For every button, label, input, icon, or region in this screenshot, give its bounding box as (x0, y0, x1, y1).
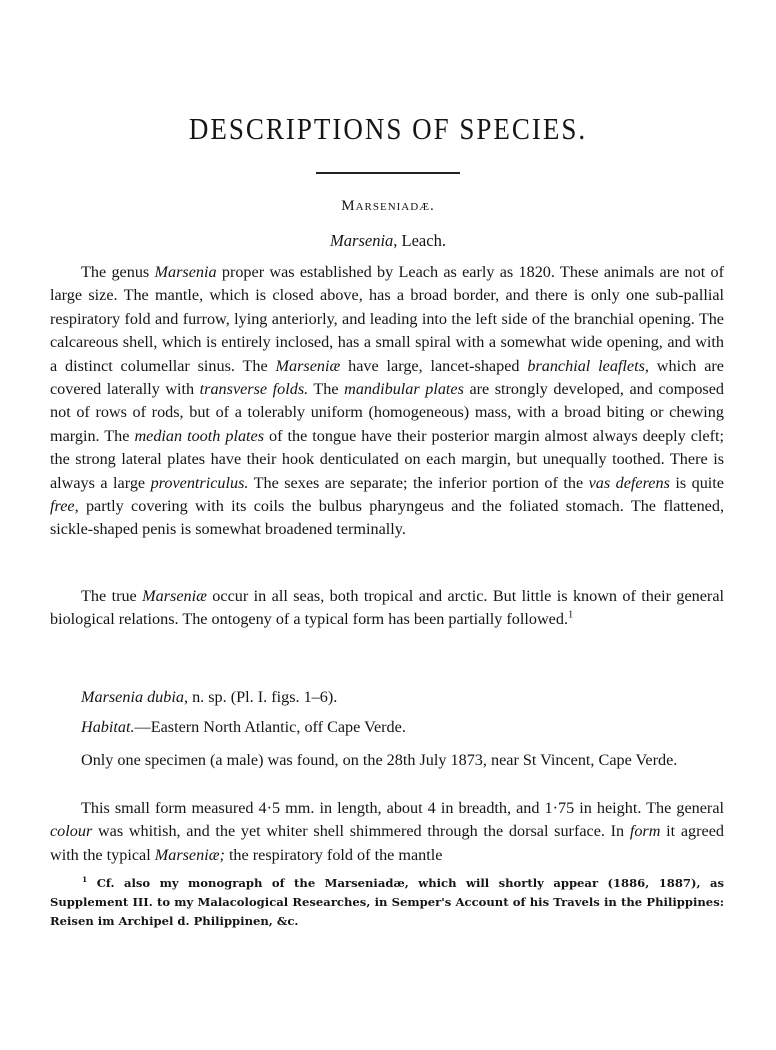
species-name: Marsenia dubia (81, 688, 184, 706)
specimen-paragraph: Only one specimen (a male) was found, on the 28th July 1873, near St Vincent, Cape Verde. (81, 751, 678, 769)
page-title: DESCRIPTIONS OF SPECIES. (188, 112, 588, 146)
footnote-mark: 1 (82, 875, 88, 885)
footnote (50, 874, 724, 931)
habitat-label: Habitat. (81, 718, 135, 736)
genus-heading (0, 231, 776, 251)
description-paragraph: This small form measured 4·5 mm. in length, about 4 in breadth, and 1·75 in height. The general colour was whitish, and the yet whiter shell shimmered through the dorsal surface. In form it agreed with the typical Marseniæ; the respiratory fold of the mantle (50, 799, 724, 864)
distribution-paragraph: The true Marseniæ occur in all seas, both tropical and arctic. But little is known of their general biological relations. The ontogeny of a typical form has been partially followed.$^1$ (50, 587, 724, 629)
footnote-reference[interactable]: 1 (568, 610, 574, 622)
genus-description-paragraph: The genus Marsenia proper was established by Leach as early as 1820. These animals are not of large size. The mantle, which is closed above, has a broad border, and there is only one sub-pallial respiratory fold and furrow, lying anteriorly, and leading into the left side of the branchial opening. The calcareous shell, which is entirely inclosed, has a small spiral with a somewhat wide opening, and with a distinct columellar sinus. The Marseniæ have large, lancet-shaped branchial leaflets, which are covered laterally with transverse folds. The mandibular plates are strongly developed, and composed not of rows of rods, but of a tolerably uniform (homogeneous) mass, with a broad biting or chewing margin. The median tooth plates of the tongue have their posterior margin almost always deeply cleft; the strong lateral plates have their hook denticulated on each margin, but unequally toothed. There is always a large proventriculus. The sexes are separate; the inferior portion of the vas deferens is quite free, partly covering with its coils the bulbus pharyngeus and the foliated stomach. The flattened, sickle-shaped penis is somewhat broadened terminally. (50, 263, 725, 539)
family-heading: Marseniadæ. (341, 198, 435, 214)
footnote-text: Cf. also my monograph of the Marseniadæ, which will shortly appear (1886, 1887), as Supplement III. to my Malacological Researches, in Semper's Account of his Travels in the Philippines: Reisen im Archipel d. Philippinen, &c. (50, 876, 724, 928)
genus-author: , Leach. (393, 231, 446, 250)
genus-name: Marsenia (330, 231, 394, 250)
habitat-line: Habitat.—Eastern North Atlantic, off Cape Verde. (81, 718, 406, 736)
title-rule (316, 172, 460, 174)
species-heading: Marsenia dubia, n. sp. (Pl. I. figs. 1–6). (81, 688, 338, 706)
